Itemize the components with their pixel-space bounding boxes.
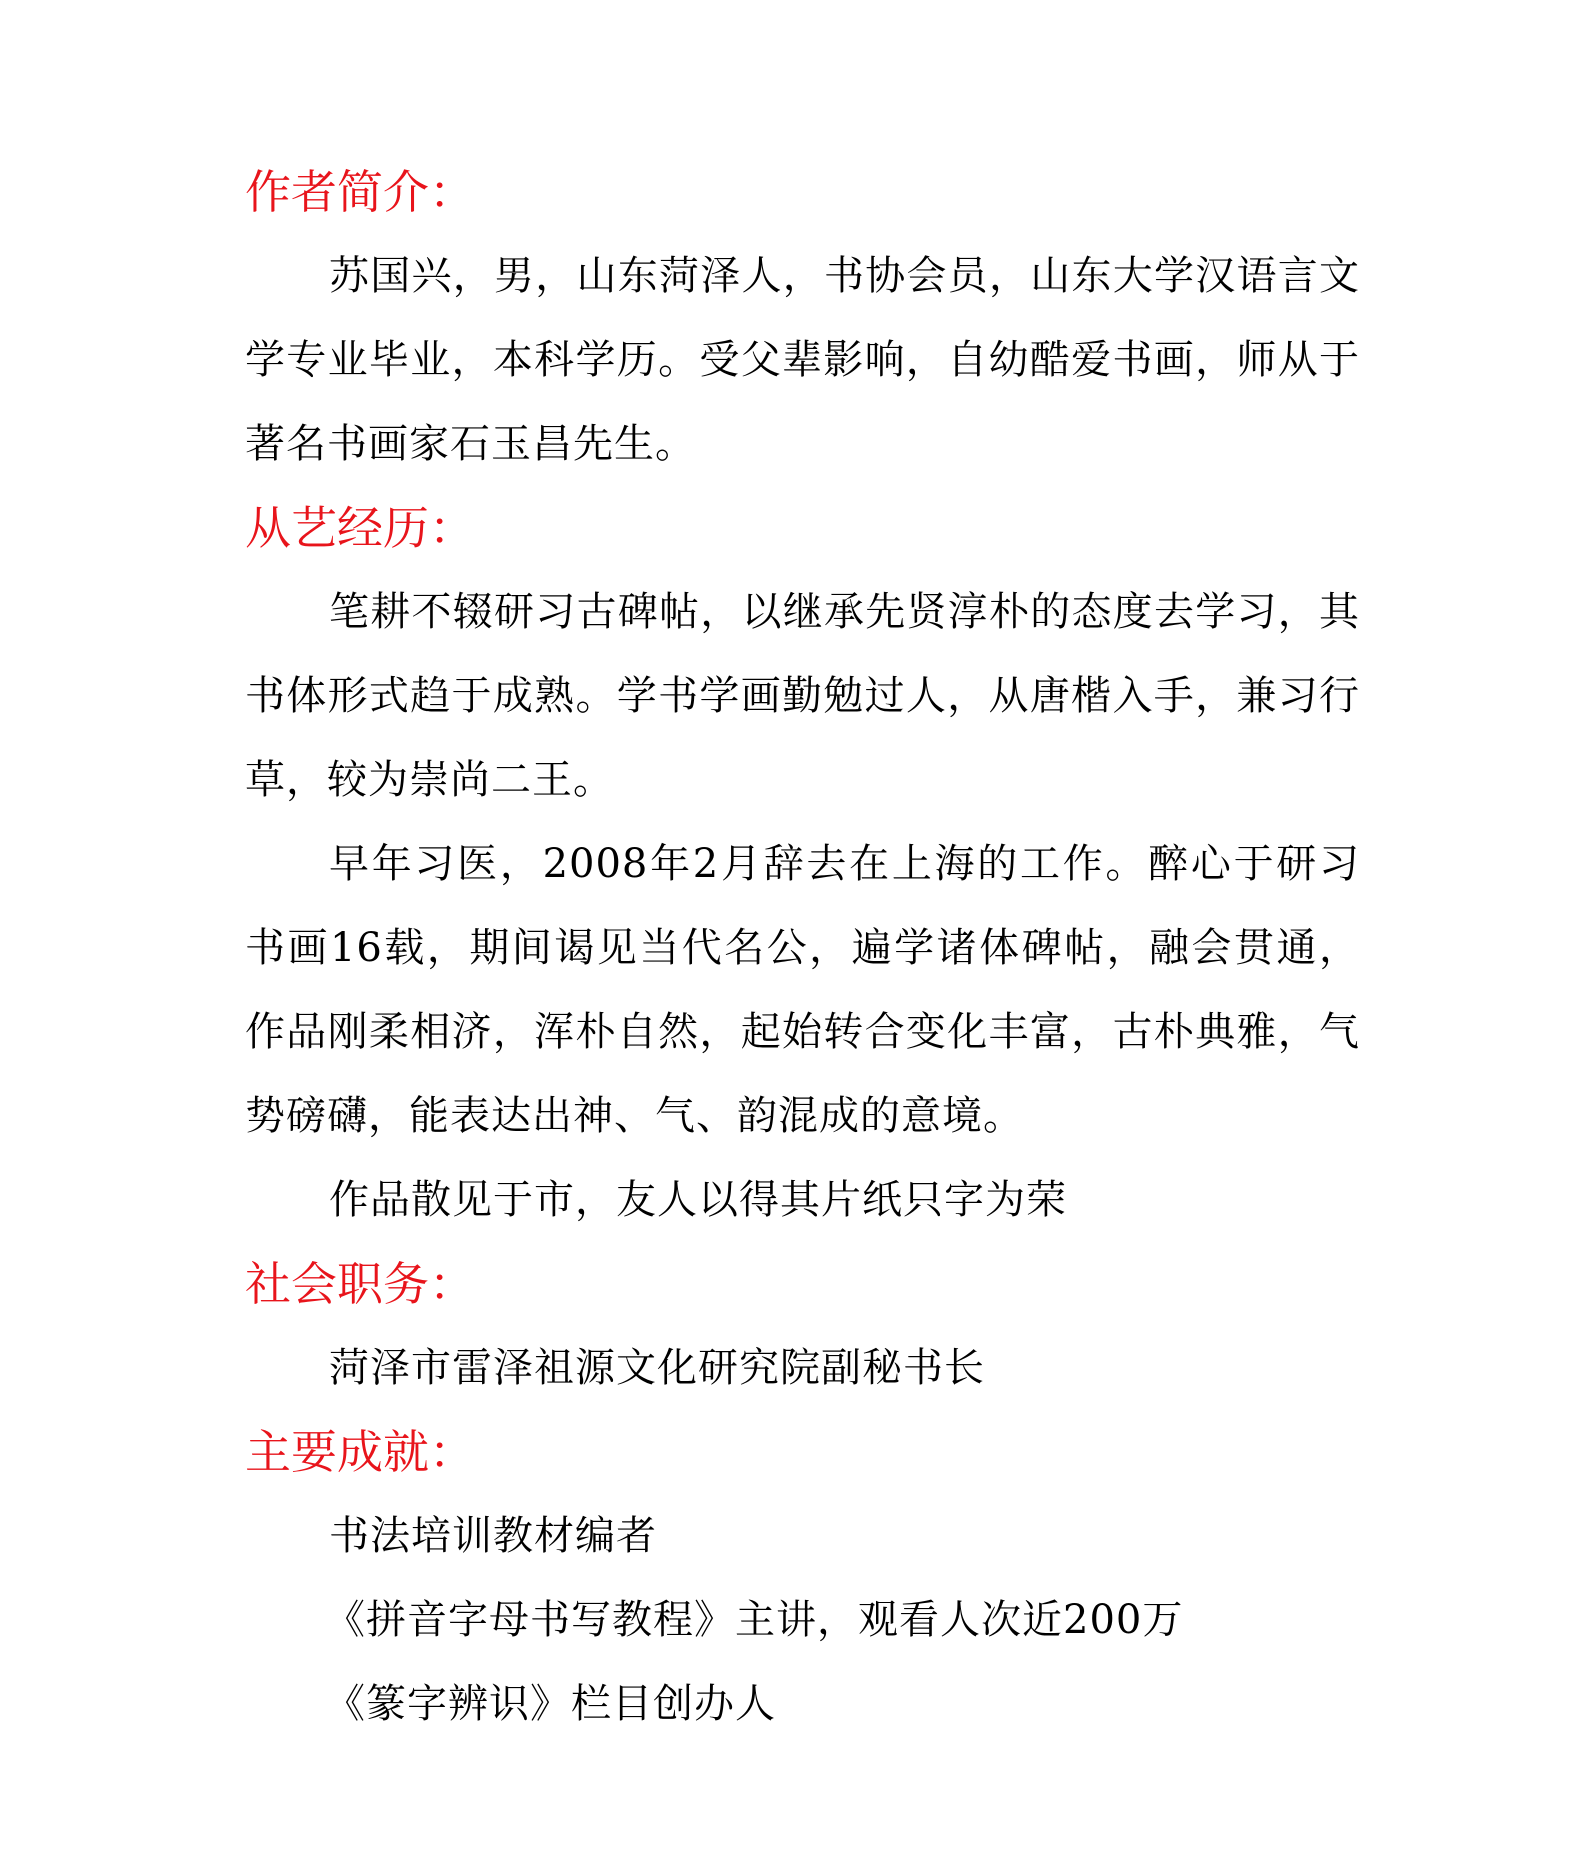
- document-page: [245, 150, 1360, 1746]
- heading-social-positions: 社会职务：: [245, 1257, 475, 1311]
- heading-author-intro: 作者简介：: [245, 165, 475, 219]
- heading-art-experience: 从艺经历：: [245, 501, 475, 555]
- social-position-item: 菏泽市雷泽祖源文化研究院副秘书长: [329, 1345, 985, 1391]
- art-experience-paragraph-1: 笔耕不辍研习古碑帖，以继承先贤淳朴的态度去学习，其书体形式趋于成熟。学书学画勤勉过人，从唐楷入手，兼习行草，较为崇尚二王。: [245, 589, 1360, 803]
- achievement-item-2: 《拼音字母书写教程》主讲，观看人次近200万: [325, 1597, 1184, 1643]
- art-experience-paragraph-3: 作品散见于市，友人以得其片纸只字为荣: [329, 1177, 1067, 1223]
- achievement-item-3: 《篆字辨识》栏目创办人: [325, 1681, 776, 1727]
- author-intro-paragraph: 苏国兴，男，山东菏泽人，书协会员，山东大学汉语言文学专业毕业，本科学历。受父辈影响，自幼酷爱书画，师从于著名书画家石玉昌先生。: [245, 253, 1360, 467]
- art-experience-paragraph-2: 早年习医，2008年2月辞去在上海的工作。醉心于研习书画16载，期间谒见当代名公，遍学诸体碑帖，融会贯通，作品刚柔相济，浑朴自然，起始转合变化丰富，古朴典雅，气势磅礴，能表达出神、气、韵混成的意境。: [245, 841, 1360, 1139]
- achievement-item-1: 书法培训教材编者: [329, 1513, 657, 1559]
- heading-main-achievements: 主要成就：: [245, 1425, 475, 1479]
